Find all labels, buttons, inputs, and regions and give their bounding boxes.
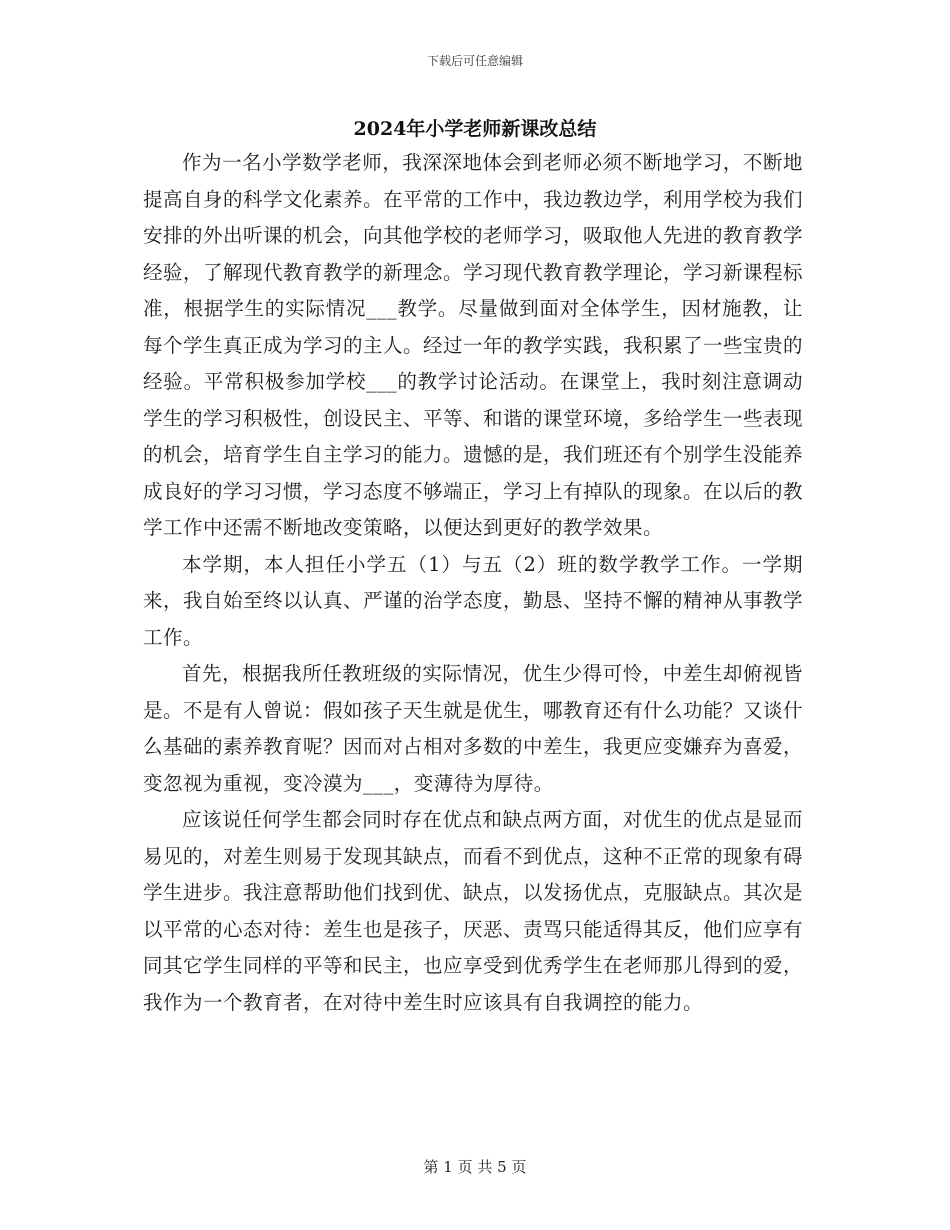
page-indicator: 第 1 页 共 5 页 <box>423 1158 527 1176</box>
paragraph: 本学期，本人担任小学五（1）与五（2）班的数学教学工作。一学期来，我自始至终以认真、严谨的治学态度，勤恳、坚持不懈的精神从事教学工作。 <box>143 552 804 649</box>
document-title: 2024年小学老师新课改总结 <box>353 118 597 140</box>
header-note: 下载后可任意编辑 <box>426 54 523 68</box>
paragraph: 作为一名小学数学老师，我深深地体会到老师必须不断地学习，不断地提高自身的科学文化素养。在平常的工作中，我边教边学，利用学校为我们安排的外出听课的机会，向其他学校的老师学习，吸取他人先进的教育教学经验，了解现代教育教学的新理念。学习现代教育教学理论，学习新课程标准，根据学生的实际情况___教学。尽量做到面对全体学生，因材施教，让每个学生真正成为学习的主人。经过一年的教学实践，我积累了一些宝贵的经验。平常积极参加学校___的教学讨论活动。在课堂上，我时刻注意调动学生的学习积极性，创设民主、平等、和谐的课堂环境，多给学生一些表现的机会，培育学生自主学习的能力。遗憾的是，我们班还有个别学生没能养成良好的学习习惯，学习态度不够端正，学习上有掉队的现象。在以后的教学工作中还需不断地改变策略，以便达到更好的教学效果。 <box>143 151 804 539</box>
document-body <box>143 145 803 1021</box>
paragraph: 应该说任何学生都会同时存在优点和缺点两方面，对优生的优点是显而易见的，对差生则易于发现其缺点，而看不到优点，这种不正常的现象有碍学生进步。我注意帮助他们找到优、缺点，以发扬优点，克服缺点。其次是以平常的心态对待：差生也是孩子，厌恶、责骂只能适得其反，他们应享有同其它学生同样的平等和民主，也应享受到优秀学生在老师那儿得到的爱，我作为一个教育者，在对待中差生时应该具有自我调控的能力。 <box>143 808 804 1014</box>
paragraph: 首先，根据我所任教班级的实际情况，优生少得可怜，中差生却俯视皆是。不是有人曾说：假如孩子天生就是优生，哪教育还有什么功能？又谈什么基础的素养教育呢？因而对占相对多数的中差生，我更应变嫌弃为喜爱，变忽视为重视，变冷漠为___，变薄待为厚待。 <box>143 662 804 795</box>
